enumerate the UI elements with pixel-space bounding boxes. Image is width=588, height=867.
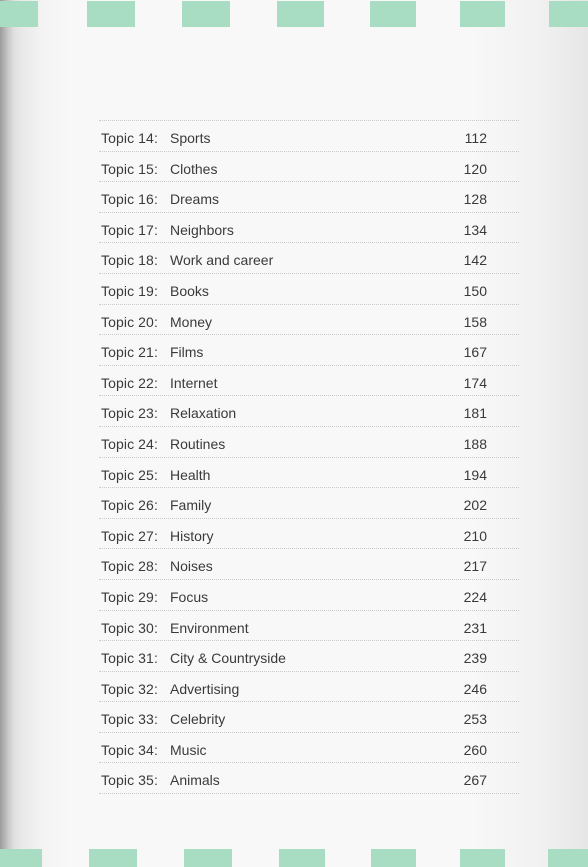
toc-row[interactable] — [99, 641, 519, 672]
toc-row[interactable] — [99, 763, 519, 794]
bottom-stripe-block — [371, 849, 416, 867]
topic-page-number: 188 — [463, 435, 487, 452]
toc-row[interactable] — [99, 305, 519, 336]
toc-row[interactable] — [99, 672, 519, 703]
topic-title: Celebrity — [170, 711, 226, 728]
topic-number: Topic 16: — [101, 191, 158, 208]
topic-title: Books — [170, 282, 209, 299]
bottom-stripe-block — [279, 849, 325, 867]
topic-page-number: 167 — [463, 344, 487, 361]
topic-page-number: 210 — [463, 527, 487, 544]
topic-number: Topic 15: — [101, 160, 158, 177]
topic-title: Advertising — [170, 680, 240, 697]
bottom-stripe-block — [548, 849, 588, 867]
toc-row[interactable] — [99, 458, 519, 489]
toc-row[interactable] — [99, 152, 519, 183]
toc-row[interactable] — [99, 702, 519, 733]
bottom-decorative-border — [0, 849, 588, 867]
topic-title: Money — [170, 313, 213, 330]
topic-number: Topic 19: — [101, 282, 158, 299]
topic-number: Topic 24: — [101, 435, 158, 452]
toc-row[interactable] — [99, 335, 519, 366]
topic-number: Topic 29: — [101, 588, 158, 605]
topic-title: Health — [170, 466, 211, 483]
top-decorative-border — [0, 1, 588, 27]
toc-row[interactable] — [99, 580, 519, 611]
top-stripe-block — [549, 1, 588, 27]
topic-page-number: 246 — [463, 680, 487, 697]
topic-title: Environment — [170, 619, 249, 636]
topic-page-number: 267 — [463, 772, 487, 789]
topic-number: Topic 27: — [101, 527, 158, 544]
top-stripe-block — [87, 1, 135, 27]
topic-page-number: 202 — [463, 497, 487, 514]
bottom-stripe-block — [460, 849, 505, 867]
topic-page-number: 174 — [463, 374, 487, 391]
topic-page-number: 231 — [463, 619, 487, 636]
topic-number: Topic 32: — [101, 680, 158, 697]
topic-number: Topic 34: — [101, 741, 158, 758]
topic-number: Topic 14: — [101, 130, 158, 146]
topic-number: Topic 21: — [101, 344, 158, 361]
toc-row[interactable] — [99, 396, 519, 427]
topic-page-number: 112 — [464, 130, 487, 146]
topic-title: City & Countryside — [170, 650, 286, 667]
topic-title: Sports — [170, 130, 211, 146]
top-stripe-block — [370, 1, 416, 27]
topic-title: Dreams — [170, 191, 220, 208]
bottom-stripe-block — [184, 849, 232, 867]
topic-number: Topic 33: — [101, 711, 158, 728]
topic-page-number: 224 — [463, 588, 487, 605]
toc-row[interactable] — [99, 274, 519, 305]
topic-title: Films — [170, 344, 204, 361]
topic-number: Topic 31: — [101, 650, 158, 667]
topic-title: Relaxation — [170, 405, 237, 422]
topic-page-number: 128 — [463, 191, 487, 208]
topic-number: Topic 18: — [101, 252, 158, 269]
topic-page-number: 158 — [463, 313, 487, 330]
bottom-stripe-block — [0, 849, 42, 867]
topic-title: Animals — [170, 772, 220, 789]
table-of-contents — [99, 120, 519, 794]
topic-title: Clothes — [170, 160, 218, 177]
topic-page-number: 181 — [463, 405, 487, 422]
topic-page-number: 253 — [463, 711, 487, 728]
topic-number: Topic 23: — [101, 405, 158, 422]
topic-page-number: 120 — [463, 160, 487, 177]
topic-number: Topic 17: — [101, 221, 158, 238]
topic-title: Work and career — [170, 252, 274, 269]
topic-page-number: 142 — [463, 252, 487, 269]
topic-number: Topic 22: — [101, 374, 158, 391]
top-stripe-block — [182, 1, 230, 27]
toc-row[interactable] — [99, 243, 519, 274]
topic-title: Music — [170, 741, 207, 758]
topic-title: Family — [170, 497, 212, 514]
topic-title: History — [170, 527, 214, 544]
toc-row[interactable] — [99, 549, 519, 580]
topic-title: Focus — [170, 588, 209, 605]
topic-number: Topic 25: — [101, 466, 158, 483]
toc-row[interactable] — [99, 121, 519, 152]
top-stripe-block — [277, 1, 324, 27]
topic-number: Topic 30: — [101, 619, 158, 636]
topic-number: Topic 28: — [101, 558, 158, 575]
topic-title: Noises — [170, 558, 213, 575]
bottom-stripe-block — [89, 849, 137, 867]
toc-row[interactable] — [99, 182, 519, 213]
topic-title: Neighbors — [170, 221, 234, 238]
topic-title: Routines — [170, 435, 226, 452]
toc-row[interactable] — [99, 366, 519, 397]
toc-row[interactable] — [99, 611, 519, 642]
toc-row[interactable] — [99, 519, 519, 550]
topic-title: Internet — [170, 374, 218, 391]
toc-row[interactable] — [99, 213, 519, 244]
top-stripe-block — [0, 1, 38, 27]
topic-page-number: 260 — [463, 741, 487, 758]
topic-number: Topic 20: — [101, 313, 158, 330]
topic-number: Topic 26: — [101, 497, 158, 514]
topic-number: Topic 35: — [101, 772, 158, 789]
toc-row[interactable] — [99, 488, 519, 519]
topic-page-number: 217 — [463, 558, 487, 575]
topic-page-number: 239 — [463, 650, 487, 667]
topic-page-number: 194 — [463, 466, 487, 483]
topic-page-number: 134 — [463, 221, 487, 238]
topic-page-number: 150 — [463, 282, 487, 299]
top-stripe-block — [460, 1, 505, 27]
toc-row[interactable] — [99, 427, 519, 458]
toc-row[interactable] — [99, 733, 519, 764]
